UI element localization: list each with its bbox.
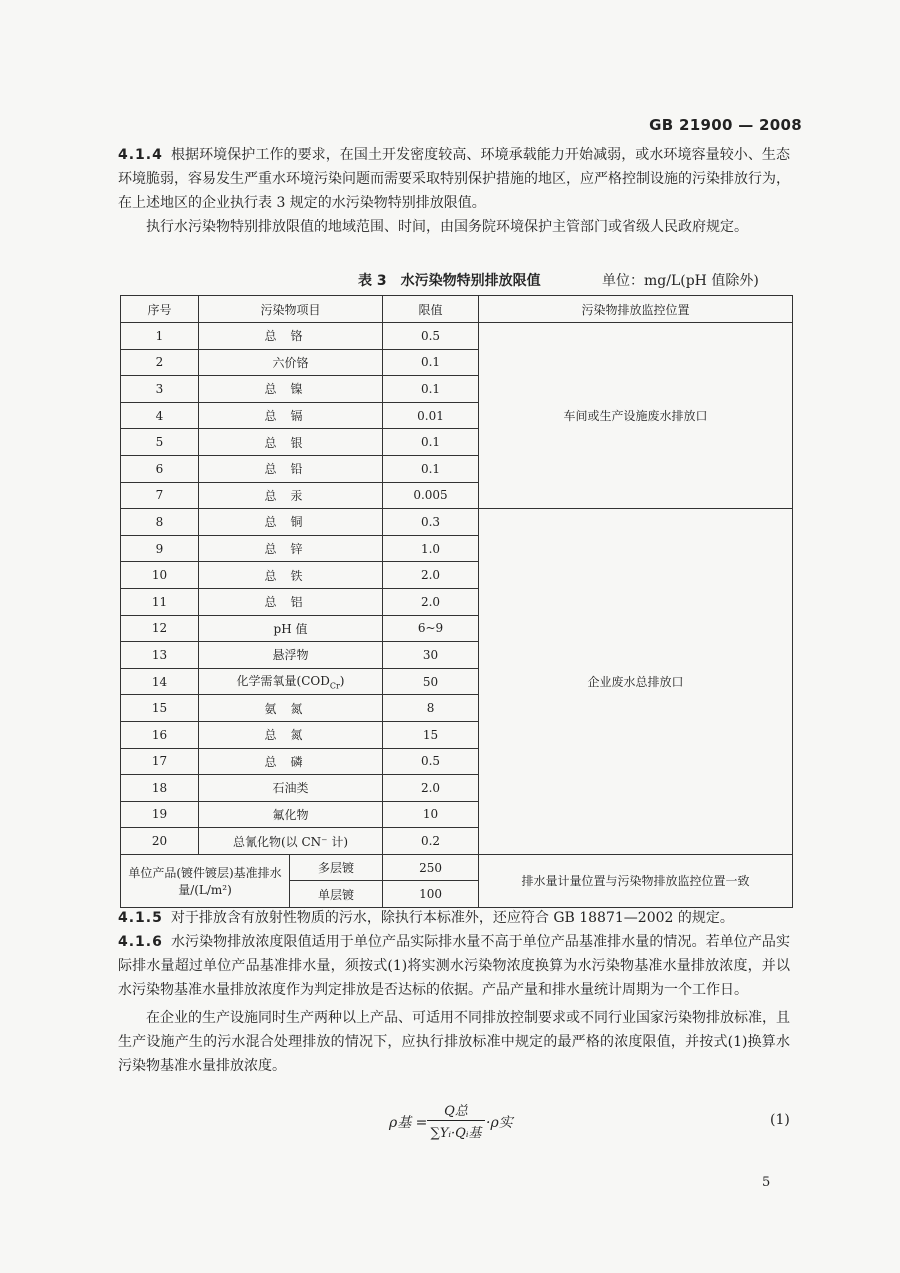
limit-value: 2.0 — [383, 775, 479, 802]
pollutant-name: 总氮 — [264, 728, 317, 743]
row-number: 1 — [121, 323, 199, 350]
base-water-location: 排水量计量位置与污染物排放监控位置一致 — [479, 854, 793, 907]
row-number: 18 — [121, 775, 199, 802]
limit-value: 0.1 — [383, 349, 479, 376]
row-number: 11 — [121, 588, 199, 615]
clause-4-1-5-paragraph — [118, 906, 790, 930]
limit-value: 0.5 — [383, 748, 479, 775]
equation-1 — [0, 1100, 900, 1144]
pollutant-item — [199, 721, 383, 748]
base-water-label: 单位产品(镀件镀层)基准排水量/(L/m²) — [121, 854, 290, 907]
row-number: 17 — [121, 748, 199, 775]
limit-value: 10 — [383, 801, 479, 828]
pollutant-name: 总铁 — [264, 568, 317, 583]
pollutant-item — [199, 668, 383, 695]
pollutant-item — [199, 775, 383, 802]
pollutant-subscript: Cr — [329, 681, 340, 691]
pollutant-item — [199, 509, 383, 536]
monitoring-location-total: 企业废水总排放口 — [479, 509, 793, 855]
limit-value: 8 — [383, 695, 479, 722]
pollutant-item — [199, 748, 383, 775]
clause-text: 对于排放含有放射性物质的污水，除执行本标准外，还应符合 GB 18871—2002 的规定。 — [170, 910, 734, 926]
pollutant-name: 悬浮物 — [272, 648, 309, 663]
pollutant-name: 总镍 — [264, 382, 317, 397]
clause-number: 4.1.6 — [118, 934, 163, 950]
row-number: 15 — [121, 695, 199, 722]
row-number: 3 — [121, 376, 199, 403]
pollutant-name: 总磷 — [264, 754, 317, 769]
pollutant-item — [199, 535, 383, 562]
row-number: 6 — [121, 455, 199, 482]
clause-4-1-4-block — [118, 143, 790, 239]
clause-4-1-4-paragraph-2: 执行水污染物特别排放限值的地域范围、时间，由国务院环境保护主管部门或省级人民政府规定。 — [146, 219, 748, 235]
multi-layer-label: 多层镀 — [290, 854, 383, 881]
equation-number: (1) — [770, 1112, 790, 1128]
pollutant-item — [199, 642, 383, 669]
equation-denominator: ∑Yᵢ·Qᵢ基 — [430, 1126, 482, 1141]
clause-number: 4.1.4 — [118, 147, 163, 163]
header-location: 污染物排放监控位置 — [479, 296, 793, 323]
limit-value: 0.01 — [383, 402, 479, 429]
table-row — [121, 323, 793, 350]
pollutant-suffix: ) — [339, 674, 345, 689]
row-number: 2 — [121, 349, 199, 376]
pollutant-name: 总铝 — [264, 595, 317, 610]
header-item: 污染物项目 — [199, 296, 383, 323]
equation-numerator: Q总 — [427, 1100, 485, 1121]
clause-4-1-6-paragraph — [118, 930, 790, 1002]
pollutant-item — [199, 801, 383, 828]
monitoring-location-workshop: 车间或生产设施废水排放口 — [479, 323, 793, 509]
limit-value: 0.005 — [383, 482, 479, 509]
pollutant-item — [199, 828, 383, 855]
row-number: 5 — [121, 429, 199, 456]
clause-4-1-4-paragraph — [118, 143, 790, 215]
limit-value: 6~9 — [383, 615, 479, 642]
limit-value: 0.1 — [383, 429, 479, 456]
limit-value: 0.1 — [383, 376, 479, 403]
header-limit: 限值 — [383, 296, 479, 323]
limit-value: 0.2 — [383, 828, 479, 855]
pollutant-item — [199, 323, 383, 350]
pollutant-name: 总铅 — [264, 462, 317, 477]
equation-rhs: ·ρ实 — [486, 1115, 513, 1131]
pollutant-name: 总镉 — [264, 409, 317, 424]
limit-value: 30 — [383, 642, 479, 669]
limit-value: 2.0 — [383, 588, 479, 615]
row-number: 8 — [121, 509, 199, 536]
pollutant-name: 六价铬 — [272, 355, 309, 370]
clause-number: 4.1.5 — [118, 910, 163, 926]
pollutant-item — [199, 562, 383, 589]
standard-code: GB 21900 — 2008 — [649, 116, 802, 134]
limit-value: 2.0 — [383, 562, 479, 589]
clause-text: 根据环境保护工作的要求，在国土开发密度较高、环境承载能力开始减弱，或水环境容量较小、生态环境脆弱，容易发生严重水环境污染问题而需要采取特别保护措施的地区，应严格控制设施的污染排放行为，在上述地区的企业执行表 3 规定的水污染物特别排放限值。 — [118, 147, 790, 211]
row-number: 12 — [121, 615, 199, 642]
clauses-4-1-5-4-1-6-block — [118, 906, 790, 1078]
pollutant-name: 总铜 — [264, 515, 317, 530]
row-number: 14 — [121, 668, 199, 695]
pollutant-name: 总氰化物(以 CN⁻ 计) — [233, 834, 349, 849]
pollutant-item — [199, 615, 383, 642]
pollutant-name: 总汞 — [264, 488, 317, 503]
pollutant-name: pH 值 — [273, 621, 308, 636]
pollutant-item — [199, 695, 383, 722]
page-number: 5 — [762, 1175, 771, 1190]
table-unit: 单位：mg/L(pH 值除外) — [602, 273, 759, 289]
table-caption — [120, 270, 790, 290]
limit-value: 0.1 — [383, 455, 479, 482]
multi-layer-value: 250 — [383, 854, 479, 881]
pollutant-item — [199, 482, 383, 509]
pollutant-name: 总铬 — [264, 329, 317, 344]
limit-value: 0.5 — [383, 323, 479, 350]
clause-text: 水污染物排放浓度限值适用于单位产品实际排水量不高于单位产品基准排水量的情况。若单位产品实际排水量超过单位产品基准排水量，须按式(1)将实测水污染物浓度换算为水污染物基准水量排放浓度，并以水污染物基准水量排放浓度作为判定排放是否达标的依据。产品产量和排水量统计周期为一个工作日。 — [118, 934, 790, 998]
limit-value: 1.0 — [383, 535, 479, 562]
equation-lhs: ρ基 = — [389, 1115, 428, 1131]
equation-fraction — [427, 1100, 485, 1141]
pollutant-name: 化学需氧量(COD — [236, 674, 330, 689]
emission-limits-table — [120, 295, 793, 908]
pollutant-item — [199, 376, 383, 403]
row-number: 16 — [121, 721, 199, 748]
pollutant-name: 氨氮 — [264, 701, 317, 716]
pollutant-item — [199, 429, 383, 456]
clause-4-1-6-paragraph-2: 在企业的生产设施同时生产两种以上产品、可适用不同排放控制要求或不同行业国家污染物排放标准，且生产设施产生的污水混合处理排放的情况下，应执行排放标准中规定的最严格的浓度限值，并按式(1)换算水污染物基准水量排放浓度。 — [118, 1010, 790, 1074]
single-layer-label: 单层镀 — [290, 881, 383, 908]
pollutant-item — [199, 588, 383, 615]
row-number: 10 — [121, 562, 199, 589]
row-number: 9 — [121, 535, 199, 562]
base-water-row-multi — [121, 854, 793, 881]
pollutant-item — [199, 455, 383, 482]
table-title: 表 3 水污染物特别排放限值 — [358, 273, 541, 289]
limit-value: 50 — [383, 668, 479, 695]
single-layer-value: 100 — [383, 881, 479, 908]
limit-value: 0.3 — [383, 509, 479, 536]
limit-value: 15 — [383, 721, 479, 748]
table-header-row — [121, 296, 793, 323]
row-number: 4 — [121, 402, 199, 429]
header-no: 序号 — [121, 296, 199, 323]
pollutant-name: 石油类 — [272, 781, 309, 796]
row-number: 20 — [121, 828, 199, 855]
row-number: 13 — [121, 642, 199, 669]
pollutant-item — [199, 349, 383, 376]
pollutant-name: 氟化物 — [272, 807, 309, 822]
table-row — [121, 509, 793, 536]
row-number: 19 — [121, 801, 199, 828]
pollutant-item — [199, 402, 383, 429]
row-number: 7 — [121, 482, 199, 509]
pollutant-name: 总锌 — [264, 542, 317, 557]
pollutant-name: 总银 — [264, 435, 317, 450]
